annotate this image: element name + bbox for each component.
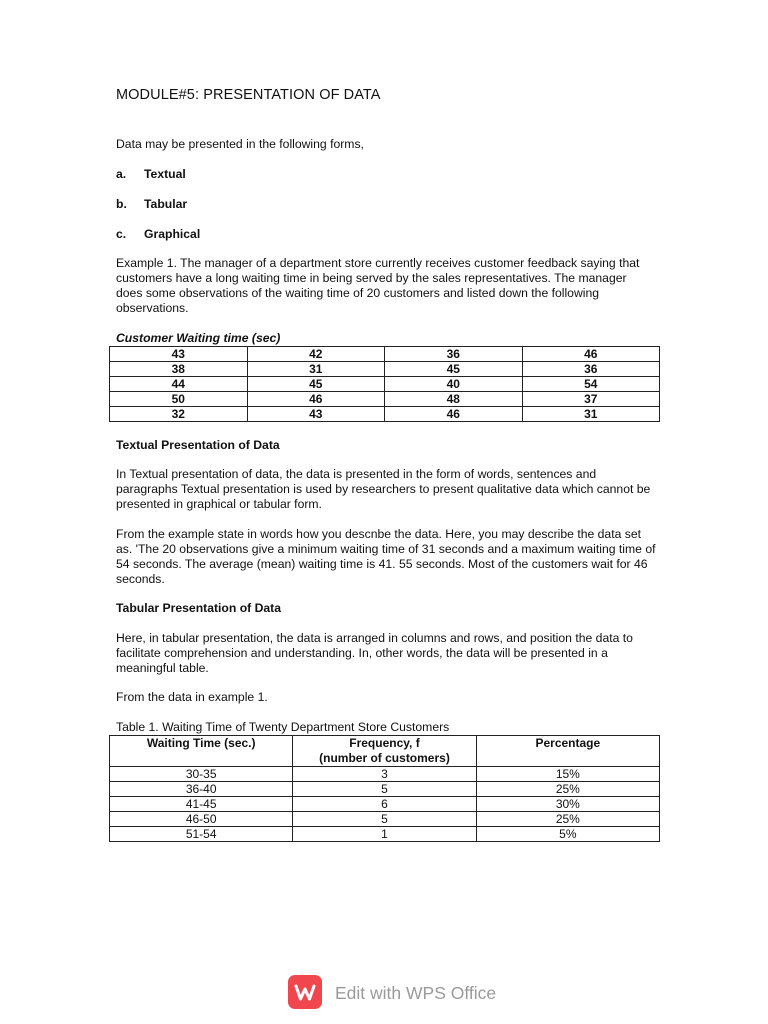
table-cell: 32 bbox=[110, 407, 248, 422]
table-row bbox=[110, 767, 660, 782]
table-cell: 31 bbox=[522, 407, 660, 422]
table-row bbox=[110, 782, 660, 797]
wps-edit-link[interactable]: Edit with WPS Office bbox=[335, 983, 497, 1003]
table-row bbox=[110, 392, 660, 407]
table-cell: 50 bbox=[110, 392, 248, 407]
table-cell: 30-35 bbox=[110, 767, 293, 782]
intro-text: Data may be presented in the following forms, bbox=[116, 137, 364, 151]
table-row bbox=[110, 407, 660, 422]
table-cell: 6 bbox=[293, 797, 476, 812]
table-cell: 46 bbox=[522, 347, 660, 362]
wps-footer[interactable] bbox=[0, 975, 768, 1011]
textual-paragraph-2: From the example state in words how you descnbe the data. Here, you may describe the data set as. 'The 20 observations give a minimum waiting time of 31 seconds and a maximum waiting time of 54 seconds. The average (mean) waiting time is 41. 55 seconds. Most of the customers wait for 46 seconds. bbox=[116, 527, 656, 586]
table-cell: 42 bbox=[247, 347, 385, 362]
table-cell: 43 bbox=[247, 407, 385, 422]
wps-logo-icon[interactable] bbox=[288, 975, 322, 1009]
table-cell: 25% bbox=[476, 782, 659, 797]
textual-heading: Textual Presentation of Data bbox=[116, 438, 280, 452]
form-item-textual: a. Textual bbox=[116, 167, 186, 181]
table-cell: 5% bbox=[476, 827, 659, 842]
table-cell: 5 bbox=[293, 782, 476, 797]
example-paragraph: Example 1. The manager of a department store currently receives customer feedback saying that customers have a long waiting time in being served by the sales representatives. The manager does some observations of the waiting time of 20 customers and listed down the following observations. bbox=[116, 256, 640, 315]
column-header-percentage: Percentage bbox=[476, 736, 659, 767]
raw-table-caption: Customer Waiting time (sec) bbox=[116, 331, 281, 345]
tabular-heading: Tabular Presentation of Data bbox=[116, 601, 282, 615]
table-cell: 31 bbox=[247, 362, 385, 377]
textual-paragraph-1: In Textual presentation of data, the data is presented in the form of words, sentences and paragraphs Textual presentation is used by researchers to present qualitative data which cannot be presented in graphical or tabular form. bbox=[116, 467, 651, 511]
form-item-tabular: b. Tabular bbox=[116, 197, 188, 211]
table-cell: 46 bbox=[385, 407, 523, 422]
table-cell: 36 bbox=[385, 347, 523, 362]
frequency-table bbox=[109, 735, 660, 842]
table-header-row bbox=[110, 736, 660, 767]
column-header-waiting-time: Waiting Time (sec.) bbox=[110, 736, 293, 767]
table-cell: 46-50 bbox=[110, 812, 293, 827]
table-row bbox=[110, 812, 660, 827]
wps-w-glyph bbox=[288, 975, 322, 1009]
table-row bbox=[110, 362, 660, 377]
table-cell: 46 bbox=[247, 392, 385, 407]
table-row bbox=[110, 347, 660, 362]
table-cell: 54 bbox=[522, 377, 660, 392]
table-cell: 3 bbox=[293, 767, 476, 782]
table-cell: 48 bbox=[385, 392, 523, 407]
table-cell: 45 bbox=[385, 362, 523, 377]
table-row bbox=[110, 827, 660, 842]
table-cell: 36 bbox=[522, 362, 660, 377]
column-header-frequency: Frequency, f (number of customers) bbox=[293, 736, 476, 767]
table-cell: 40 bbox=[385, 377, 523, 392]
table-cell: 43 bbox=[110, 347, 248, 362]
raw-data-table bbox=[109, 346, 660, 422]
table-cell: 38 bbox=[110, 362, 248, 377]
table-cell: 15% bbox=[476, 767, 659, 782]
table-cell: 37 bbox=[522, 392, 660, 407]
table-cell: 45 bbox=[247, 377, 385, 392]
table1-caption: Table 1. Waiting Time of Twenty Department Store Customers bbox=[116, 720, 450, 734]
table-cell: 25% bbox=[476, 812, 659, 827]
table-cell: 30% bbox=[476, 797, 659, 812]
tabular-paragraph-1: Here, in tabular presentation, the data is arranged in columns and rows, and position the data to facilitate comprehension and understanding. In, other words, the data will be presented in a meaningful table. bbox=[116, 631, 633, 675]
table-row bbox=[110, 797, 660, 812]
table-cell: 1 bbox=[293, 827, 476, 842]
table-cell: 41-45 bbox=[110, 797, 293, 812]
page-title: MODULE#5: PRESENTATION OF DATA bbox=[116, 87, 381, 103]
form-item-graphical: c. Graphical bbox=[116, 227, 201, 241]
table-row bbox=[110, 377, 660, 392]
table-cell: 51-54 bbox=[110, 827, 293, 842]
table-cell: 36-40 bbox=[110, 782, 293, 797]
tabular-paragraph-2: From the data in example 1. bbox=[116, 690, 268, 704]
table-cell: 44 bbox=[110, 377, 248, 392]
table-cell: 5 bbox=[293, 812, 476, 827]
